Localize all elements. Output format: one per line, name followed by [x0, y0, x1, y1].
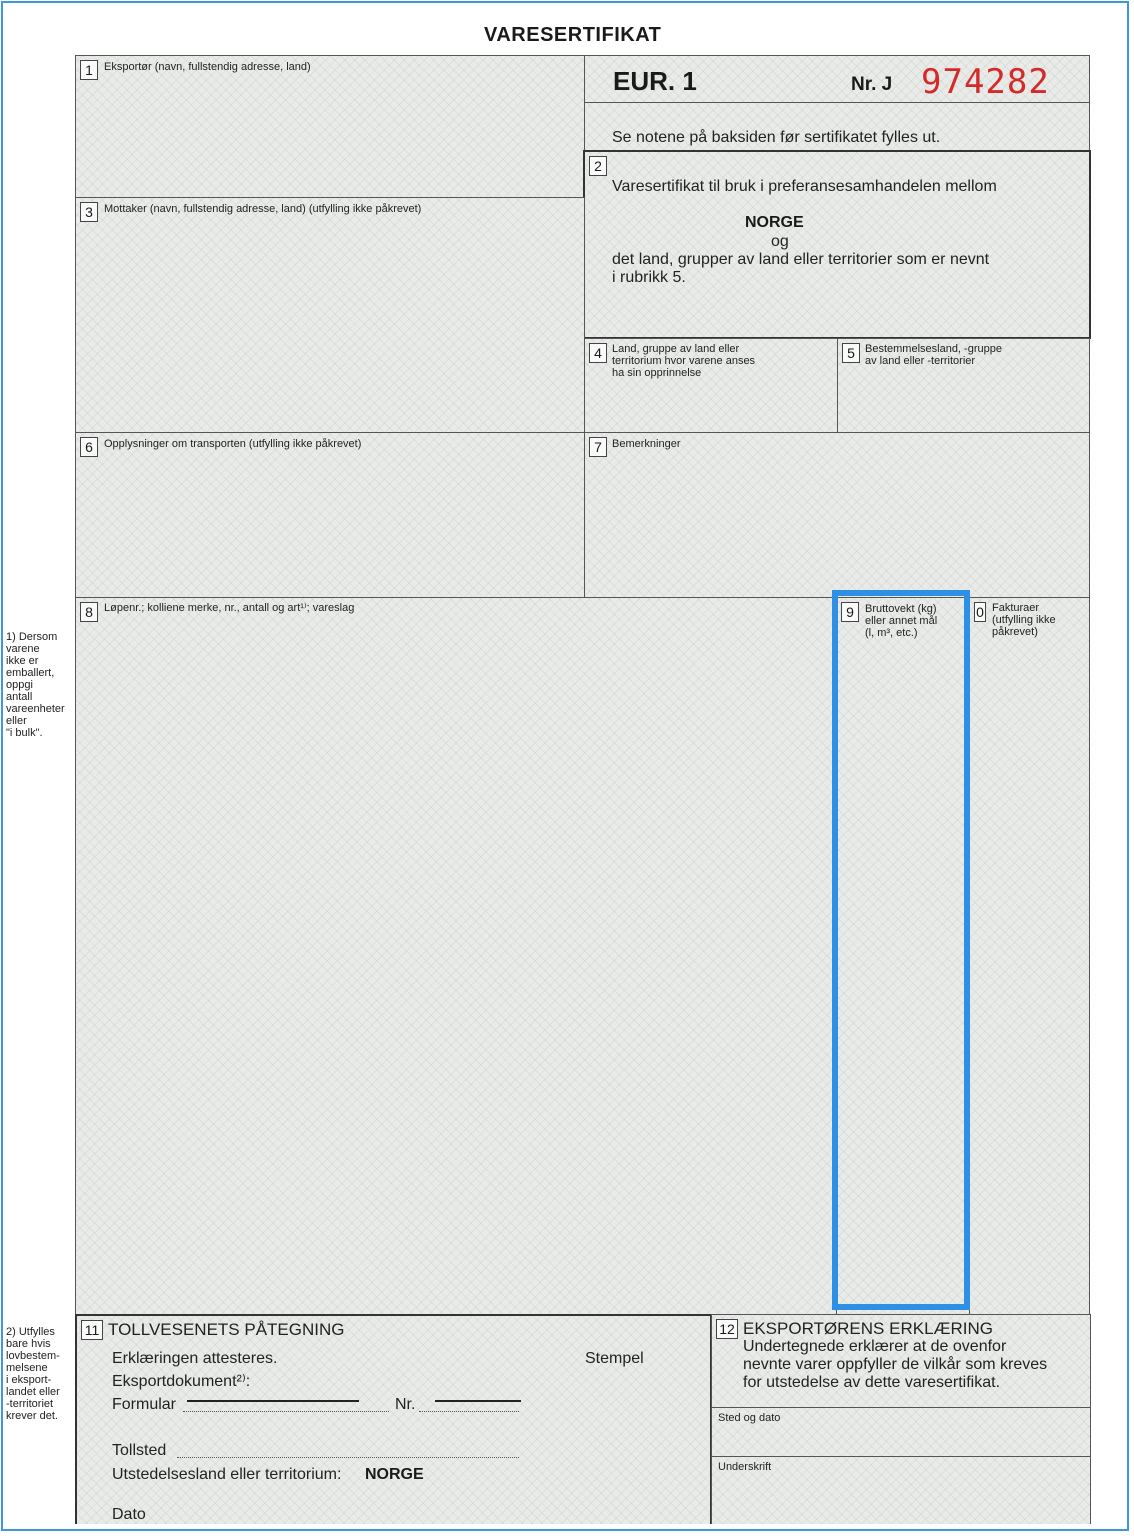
box-5-number: 5 — [842, 343, 860, 363]
box-12-line3: for utstedelse av dette varesertifikat. — [743, 1374, 1001, 1391]
side-note-1-line: 1) Dersom — [6, 631, 58, 643]
box-11-country-label: Utstedelsesland eller territorium: — [112, 1466, 342, 1483]
box-9-label-3: (l, m³, etc.) — [865, 627, 918, 639]
box-2-line2: det land, grupper av land eller territorier som er nevnt — [612, 251, 990, 268]
box-6-transport[interactable] — [75, 432, 585, 598]
side-note-1-line: oppgi — [6, 679, 33, 691]
box-7-number: 7 — [589, 437, 607, 457]
box-11-title: TOLLVESENETS PÅTEGNING — [108, 1320, 345, 1339]
side-note-1 — [6, 631, 65, 739]
box-12-signature[interactable] — [711, 1456, 1091, 1524]
box-5-label-1: Bestemmelsesland, -gruppe — [865, 343, 1002, 355]
box-11-nr-label: Nr. — [395, 1396, 416, 1413]
box-1-label: Eksportør (navn, fullstendig adresse, land) — [104, 61, 311, 73]
box-5-label-2: av land eller -territorier — [865, 355, 976, 367]
box-12-place-date-label: Sted og dato — [718, 1412, 781, 1424]
side-note-2-line: -territoriet — [6, 1398, 54, 1410]
box-8-goods[interactable] — [75, 597, 837, 1315]
document-title: VARESERTIFIKAT — [484, 24, 662, 46]
number-prefix: Nr. J — [851, 74, 893, 95]
box-12-exporter-declaration — [711, 1314, 1091, 1408]
nr-field[interactable] — [419, 1411, 519, 1412]
box-4-label-1: Land, gruppe av land eller — [612, 343, 740, 355]
office-field[interactable] — [177, 1457, 519, 1458]
box-11-date-label: Dato — [112, 1506, 146, 1523]
side-note-2-line: krever det. — [6, 1410, 58, 1422]
notes-strip — [584, 102, 1090, 152]
box-10-label-3: påkrevet) — [992, 626, 1038, 638]
box-11-attest: Erklæringen attesteres. — [112, 1350, 278, 1367]
box-11-customs-endorsement — [75, 1314, 712, 1524]
box-7-label: Bemerkninger — [612, 438, 681, 450]
side-note-1-line: ikke er — [6, 655, 39, 667]
box-6-number: 6 — [80, 437, 98, 457]
side-note-2 — [6, 1326, 60, 1422]
box-11-form-label: Formular — [112, 1396, 177, 1413]
box-2-og: og — [771, 233, 789, 250]
side-note-2-line: bare hvis — [6, 1338, 51, 1350]
box-12-title: EKSPORTØRENS ERKLÆRING — [743, 1319, 994, 1338]
notes-hint: Se notene på baksiden før sertifikatet fylles ut. — [612, 129, 941, 146]
box-2-line3: i rubrikk 5. — [612, 269, 686, 286]
box-12-place-date[interactable] — [711, 1407, 1091, 1457]
box-10-number: 0 — [974, 602, 986, 622]
box-2-preference — [583, 150, 1091, 339]
box-10-label-1: Fakturaer — [992, 602, 1040, 614]
side-note-1-line: antall — [6, 691, 33, 703]
box-1-exporter[interactable] — [75, 55, 585, 199]
box-2-country: NORGE — [745, 214, 804, 231]
box-8-label: Løpenr.; kolliene merke, nr., antall og art¹⁾; vareslag — [104, 602, 355, 614]
side-note-1-line: vareenheter — [6, 703, 65, 715]
box-10-label-2: (utfylling ikke — [992, 614, 1056, 626]
box-2-number: 2 — [589, 156, 607, 176]
box-3-consignee[interactable] — [75, 197, 585, 433]
box-7-remarks[interactable] — [584, 432, 1090, 598]
side-note-1-line: varene — [6, 643, 40, 655]
box-9-highlight — [832, 590, 970, 1310]
form-field-underline — [187, 1400, 359, 1402]
box-10-invoices[interactable] — [969, 597, 1090, 1315]
side-note-2-line: 2) Utfylles — [6, 1326, 55, 1338]
box-9-number: 9 — [841, 602, 859, 622]
form-field[interactable] — [183, 1411, 389, 1412]
box-12-number: 12 — [716, 1319, 738, 1339]
box-3-number: 3 — [80, 202, 98, 222]
box-11-office-label: Tollsted — [112, 1442, 167, 1459]
box-12-line2: nevnte varer oppfyller de vilkår som kreves — [743, 1356, 1048, 1373]
box-3-label: Mottaker (navn, fullstendig adresse, land) (utfylling ikke påkrevet) — [104, 203, 422, 215]
certificate-number: 974282 — [921, 62, 1050, 102]
form-code: EUR. 1 — [613, 66, 697, 96]
box-11-export-doc: Eksportdokument²⁾: — [112, 1373, 251, 1390]
box-6-label: Opplysninger om transporten (utfylling ikke påkrevet) — [104, 438, 362, 450]
box-1-number: 1 — [80, 60, 98, 80]
box-5-destination[interactable] — [837, 338, 1090, 433]
side-note-1-line: "i bulk". — [6, 727, 43, 739]
side-note-2-line: i eksport- — [6, 1374, 52, 1386]
eur1-header — [584, 55, 1090, 103]
box-11-country-value: NORGE — [365, 1466, 424, 1483]
box-4-number: 4 — [589, 343, 607, 363]
box-12-line1: Undertegnede erklærer at de ovenfor — [743, 1338, 1007, 1355]
box-11-stamp: Stempel — [585, 1350, 644, 1367]
box-9-label-1: Bruttovekt (kg) — [865, 603, 937, 615]
box-11-number: 11 — [81, 1320, 103, 1340]
side-note-2-line: melsene — [6, 1362, 48, 1374]
box-8-number: 8 — [80, 602, 98, 622]
side-note-2-line: lovbestem- — [6, 1350, 60, 1362]
side-note-1-line: eller — [6, 715, 27, 727]
box-12-signature-label: Underskrift — [718, 1461, 772, 1473]
box-9-label-2: eller annet mål — [865, 615, 938, 627]
box-4-origin[interactable] — [584, 338, 838, 433]
side-note-1-line: emballert, — [6, 667, 55, 679]
box-4-label-2: territorium hvor varene anses — [612, 355, 756, 367]
box-4-label-3: ha sin opprinnelse — [612, 367, 702, 379]
side-note-2-line: landet eller — [6, 1386, 60, 1398]
box-2-line1: Varesertifikat til bruk i preferansesamhandelen mellom — [612, 178, 997, 195]
nr-field-underline — [435, 1400, 521, 1402]
